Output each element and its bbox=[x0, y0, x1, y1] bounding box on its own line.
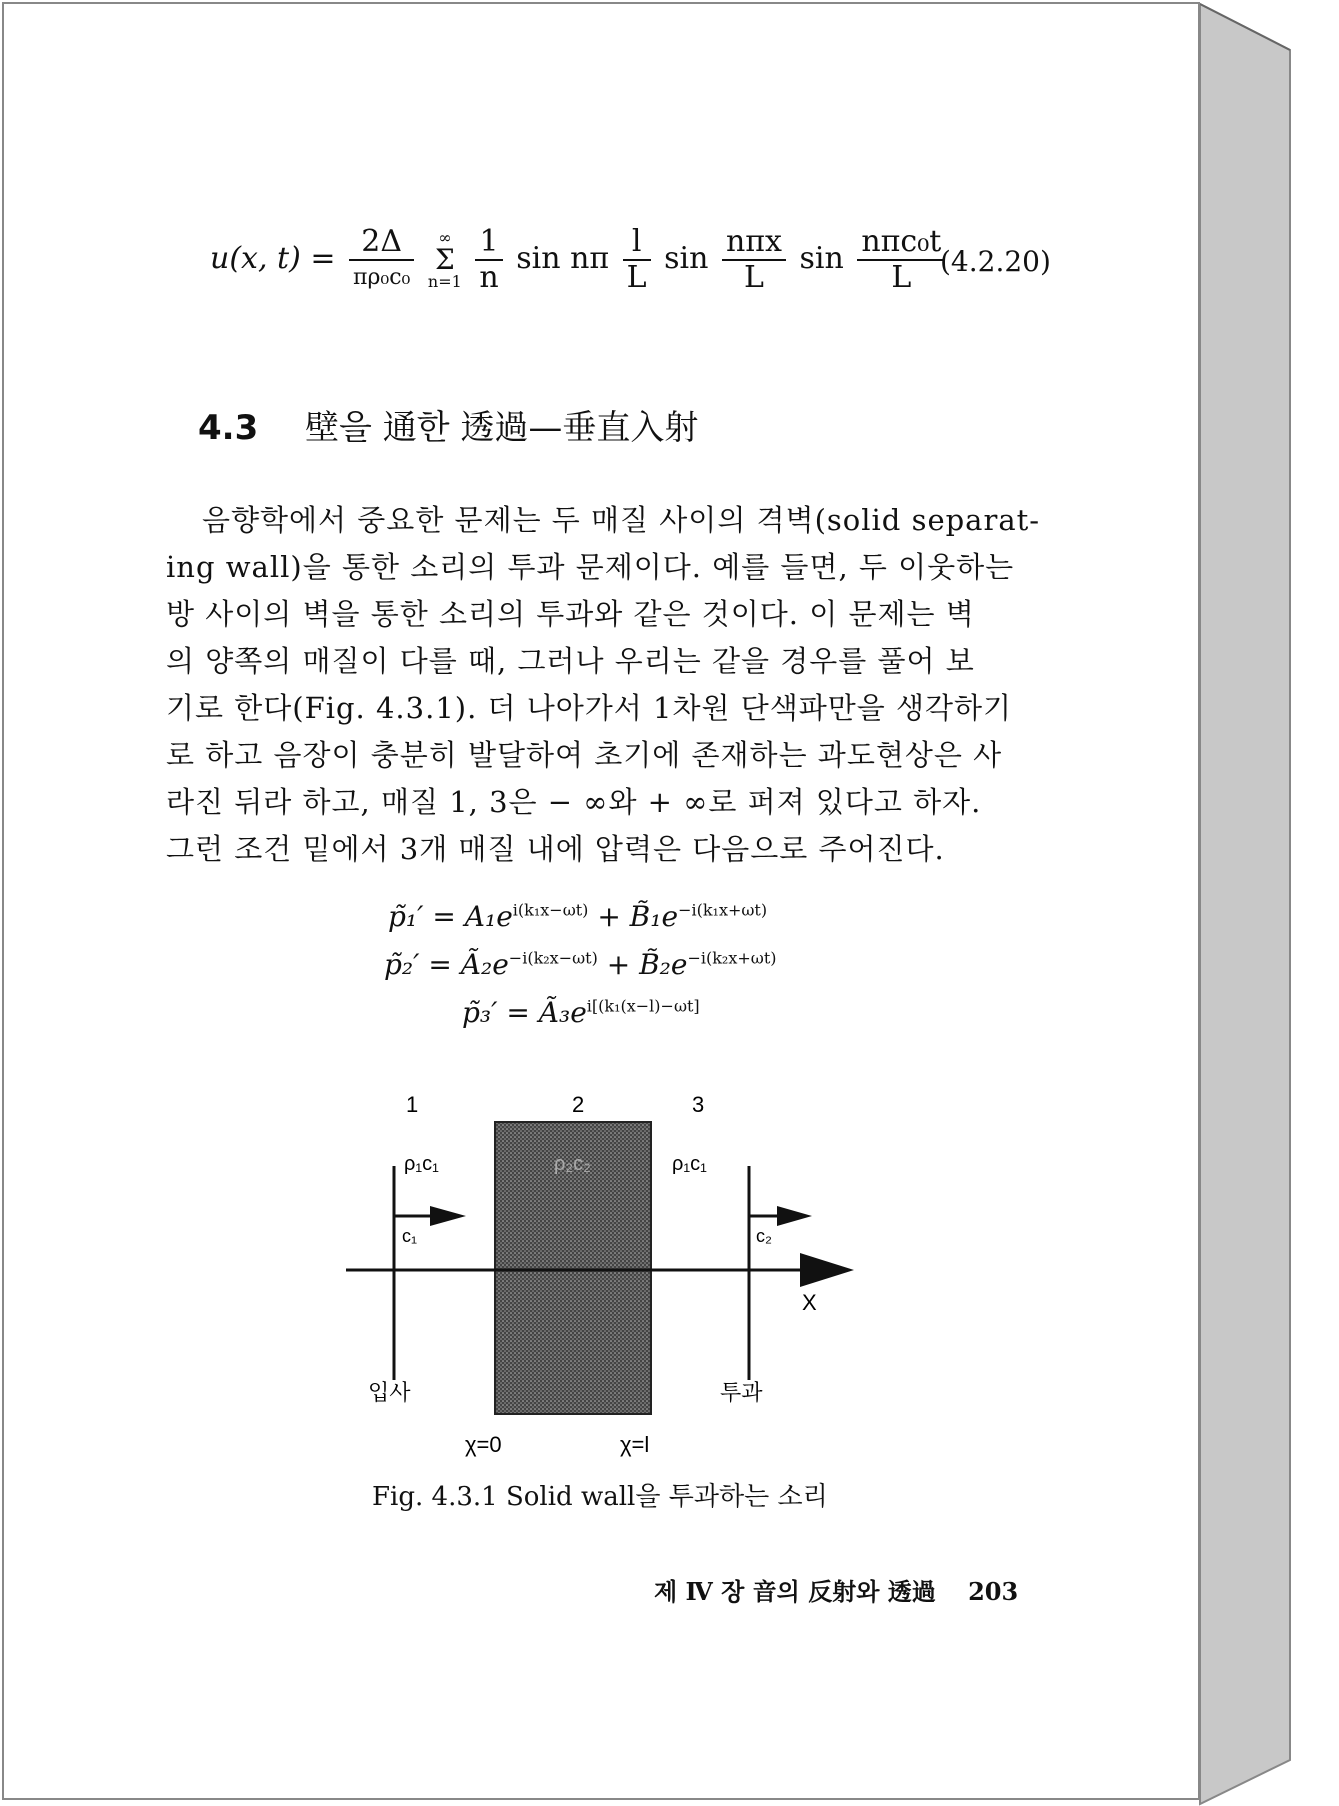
page-number: 203 bbox=[968, 1577, 1019, 1606]
incident-label: 입사 bbox=[368, 1380, 411, 1405]
equation-number: (4.2.20) bbox=[940, 245, 1051, 278]
section-number: 4.3 bbox=[198, 408, 259, 448]
eq-sin-2: sin bbox=[664, 241, 709, 276]
eq-summation: ∞ Σ n=1 bbox=[427, 228, 462, 291]
speed-right-label: c₂ bbox=[756, 1226, 772, 1246]
incident-arrow-icon bbox=[430, 1206, 466, 1226]
rho-c-right: ρ₁c₁ bbox=[672, 1153, 707, 1175]
pressure-equation-2: p̃₂′ = $Ã_2e^{-i(k_2x-\omega t)}$ + $B̃_2e^{-i(k_2x+\omega t)}$ bbox=[384, 948, 777, 981]
figure-caption: Fig. 4.3.1 Solid wall을 투과하는 소리 bbox=[372, 1482, 828, 1512]
equation-4-2-20 bbox=[210, 225, 949, 295]
eq-sin-1: sin nπ bbox=[516, 241, 610, 276]
eq-fraction-4: $\frac{\text{nπx}}{L}$ bbox=[722, 225, 786, 295]
eq-fraction-5: $\frac{\text{nπc₀t}}{L}$ bbox=[857, 225, 945, 295]
pressure-equation-3: p̃₃′ = $Ã_3e^{i[(k_1(x-l)-\omega t]}$ bbox=[462, 996, 700, 1029]
paragraph-line: 음향학에서 중요한 문제는 두 매질 사이의 격벽(solid separat- bbox=[202, 503, 1041, 537]
section-title: 壁을 通한 透過—垂直入射 bbox=[305, 408, 699, 448]
eq-lhs: u(x, t) = bbox=[210, 241, 345, 276]
x-axis-label: X bbox=[802, 1290, 817, 1315]
medium-label-2: 2 bbox=[572, 1092, 585, 1117]
speed-left-label: c₁ bbox=[402, 1226, 418, 1246]
x-start-label: χ=0 bbox=[465, 1432, 502, 1457]
medium-label-3: 3 bbox=[692, 1092, 705, 1117]
body-paragraph bbox=[166, 497, 1056, 873]
paragraph-line: ing wall)을 통한 소리의 투과 문제이다. 예를 들면, 두 이웃하는 bbox=[166, 550, 1015, 584]
running-header-chapter: 제 Ⅳ 장 音의 反射와 透過 bbox=[654, 1577, 936, 1606]
eq-fraction-3: $\frac{l}{L}$ bbox=[623, 225, 651, 295]
page-footer bbox=[654, 1572, 1018, 1607]
eq-fraction-1: $\frac{2\Delta}{\text{πρ₀c₀}}$ bbox=[349, 225, 414, 295]
pressure-equation-1: p̃₁′ = $A_1e^{i(k_1x-\omega t)}$ + $B̃_1e^{-i(k_1x+\omega t)}$ bbox=[388, 900, 768, 933]
paragraph-line: 라진 뒤라 하고, 매질 1, 3은 − ∞와 + ∞로 퍼져 있다고 하자. bbox=[166, 785, 982, 819]
paragraph-line: 기로 한다(Fig. 4.3.1). 더 나아가서 1차원 단색파만을 생각하기 bbox=[166, 691, 1013, 725]
rho-c-middle: ρ₂c₂ bbox=[554, 1153, 591, 1175]
medium-label-1: 1 bbox=[406, 1092, 419, 1117]
paragraph-line: 로 하고 음장이 충분히 발달하여 초기에 존재하는 과도현상은 사 bbox=[166, 738, 1003, 772]
x-end-label: χ=l bbox=[620, 1432, 650, 1457]
transmitted-arrow-icon bbox=[777, 1206, 812, 1226]
paragraph-line: 의 양쪽의 매질이 다를 때, 그러나 우리는 같을 경우를 풀어 보 bbox=[166, 644, 975, 678]
rho-c-left: ρ₁c₁ bbox=[404, 1153, 439, 1175]
paragraph-line: 그런 조건 밑에서 3개 매질 내에 압력은 다음으로 주어진다. bbox=[166, 832, 945, 866]
eq-fraction-2: $\frac{1}{n}$ bbox=[475, 225, 502, 295]
section-heading bbox=[198, 400, 698, 449]
x-axis-arrow-icon bbox=[800, 1253, 854, 1287]
eq-sin-3: sin bbox=[799, 241, 844, 276]
transmitted-label: 투과 bbox=[720, 1380, 763, 1405]
paragraph-line: 방 사이의 벽을 통한 소리의 투과와 같은 것이다. 이 문제는 벽 bbox=[166, 597, 975, 631]
wall-transmission-diagram bbox=[330, 1080, 890, 1480]
